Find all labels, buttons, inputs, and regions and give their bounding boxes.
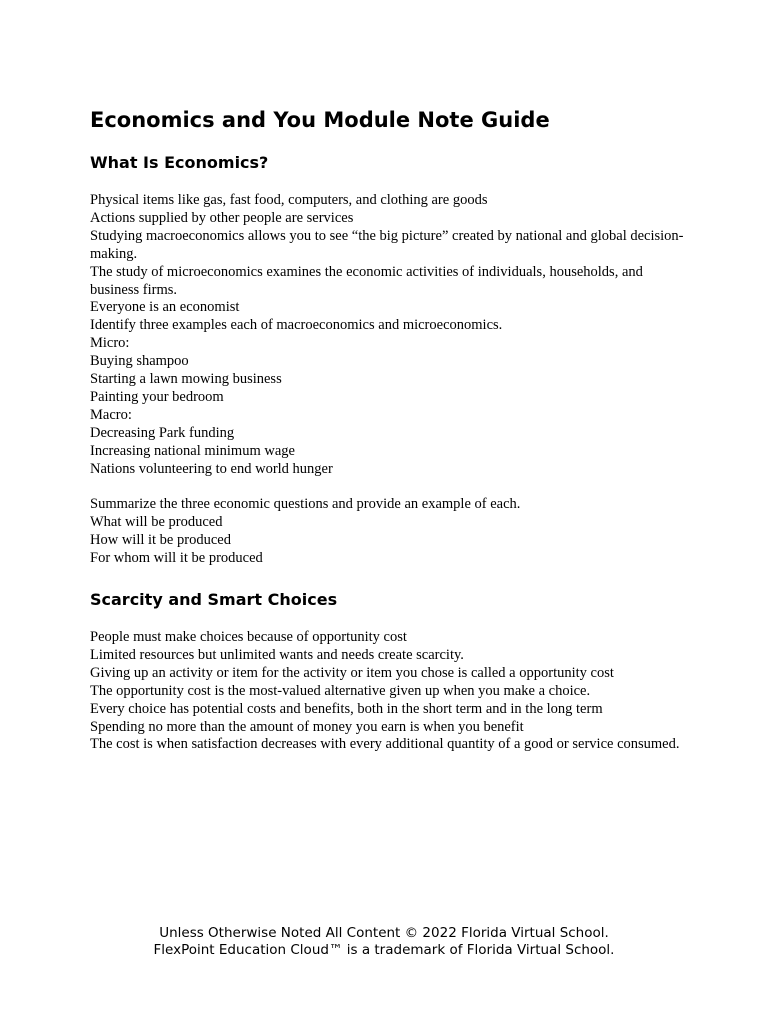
note-line: Limited resources but unlimited wants and needs create scarcity.: [90, 646, 464, 663]
note-line: Nations volunteering to end world hunger: [90, 460, 333, 477]
note-line: Summarize the three economic questions and provide an example of each.: [90, 496, 521, 513]
section-heading-scarcity: Scarcity and Smart Choices: [90, 590, 338, 610]
note-line: Macro:: [90, 406, 132, 423]
note-line: Buying shampoo: [90, 353, 189, 370]
note-line: Micro:: [90, 335, 130, 352]
note-line: Identify three examples each of macroeconomics and microeconomics.: [90, 317, 503, 334]
note-line: The opportunity cost is the most-valued alternative given up when you make a choice.: [90, 682, 591, 699]
document-page: [90, 105, 690, 754]
note-line: Giving up an activity or item for the activity or item you chose is called a opportunity cost: [90, 664, 614, 681]
note-line: The cost is when satisfaction decreases with every additional quantity of a good or service consumed.: [90, 736, 680, 753]
note-line: Spending no more than the amount of money you earn is when you benefit: [90, 718, 524, 735]
trademark-line: FlexPoint Education Cloud™ is a trademark of Florida Virtual School.: [153, 942, 615, 958]
note-line: Decreasing Park funding: [90, 424, 235, 441]
copyright-line: Unless Otherwise Noted All Content © 2022 Florida Virtual School.: [159, 925, 609, 941]
section-heading-what-is-economics: What Is Economics?: [90, 153, 269, 172]
page-footer: [0, 925, 768, 959]
blank-line: [90, 479, 690, 497]
note-line: Starting a lawn mowing business: [90, 371, 282, 388]
note-line: What will be produced: [90, 514, 223, 531]
section1-text: [90, 192, 690, 568]
note-line: Studying macroeconomics allows you to see “the big picture” created by national and global decision-making.: [90, 227, 684, 262]
note-line: For whom will it be produced: [90, 550, 263, 567]
note-line: Physical items like gas, fast food, computers, and clothing are goods: [90, 192, 488, 208]
note-line: Actions supplied by other people are services: [90, 209, 354, 226]
section-spacer: [90, 568, 690, 589]
note-line: Everyone is an economist: [90, 299, 240, 316]
page-title: Economics and You Module Note Guide: [90, 108, 550, 132]
note-line: How will it be produced: [90, 532, 231, 549]
note-line: Every choice has potential costs and benefits, both in the short term and in the long term: [90, 700, 603, 717]
note-line: Painting your bedroom: [90, 388, 224, 405]
note-line: Increasing national minimum wage: [90, 442, 295, 459]
note-line: The study of microeconomics examines the economic activities of individuals, households, and business firms.: [90, 263, 643, 298]
section2-text: [90, 629, 690, 754]
note-line: People must make choices because of opportunity cost: [90, 629, 407, 646]
